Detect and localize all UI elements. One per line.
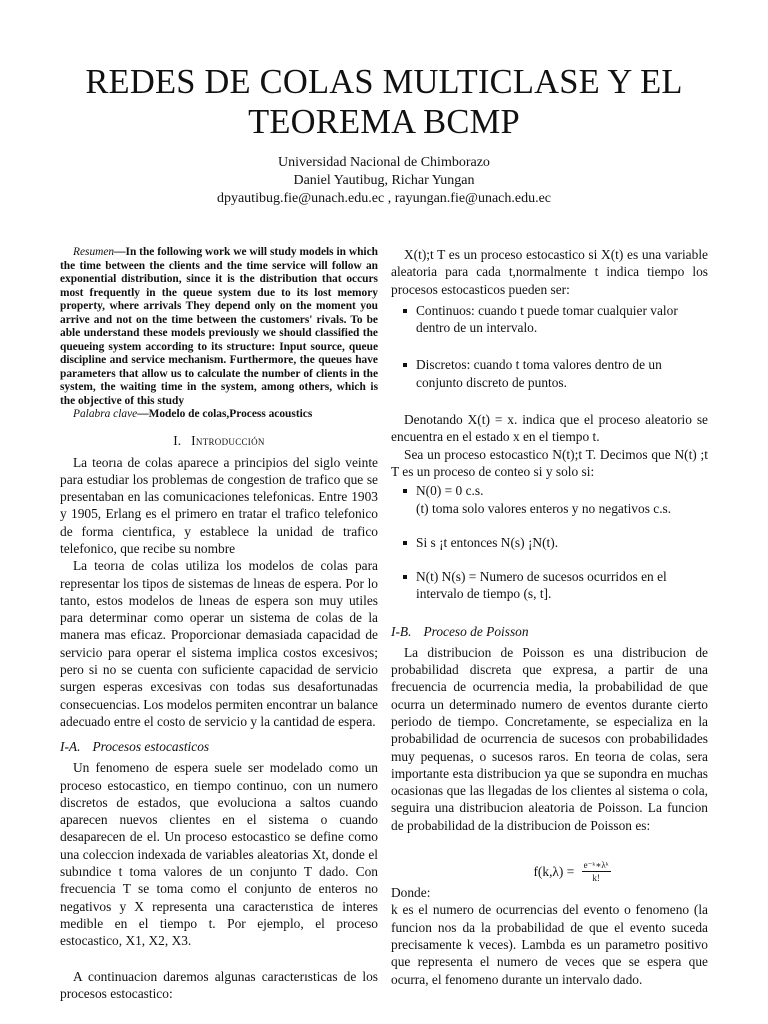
formula-denominator: k! <box>592 873 600 884</box>
institution: Universidad Nacional de Chimborazo <box>278 155 490 170</box>
section-heading-introduccion <box>60 432 378 449</box>
keywords-text: —Modelo de colas,Process acoustics <box>137 408 313 420</box>
counting-process-paragraph: Sea un proceso estocastico N(t);t T. Decimos que N(t) ;t T es un proceso de conteo si y solo si: <box>391 446 708 479</box>
right-column <box>391 246 708 988</box>
author-block <box>60 154 708 208</box>
left-column <box>60 246 378 1002</box>
formula-lhs: f(k,λ) = <box>533 863 575 879</box>
section-title: Introducción <box>191 432 265 448</box>
paper-title: REDES DE COLAS MULTICLASE Y EL TEOREMA BCMP <box>85 63 683 141</box>
formula-numerator: e⁻ᵏ∗λᵏ <box>583 860 609 871</box>
condition-line: N(t) N(s) = Numero de sucesos ocurridos en el intervalo de tiempo (s, t]. <box>416 569 667 602</box>
poisson-formula <box>391 860 708 890</box>
list-item: Discretos: cuando t toma valores dentro de un conjunto discreto de puntos. <box>416 356 708 391</box>
condition-line: Si s ¡t entonces N(s) ¡N(t). <box>416 534 559 550</box>
keywords <box>60 408 378 422</box>
subsection-heading-procesos <box>60 738 378 755</box>
procesos-paragraph-2: A continuacion daremos algunas caracterısticas de los procesos estocastico: <box>60 968 378 1001</box>
formula-fraction <box>582 860 611 883</box>
donde-label: Donde: <box>391 885 431 901</box>
subsection-title: Proceso de Poisson <box>423 623 529 639</box>
author-names: Daniel Yautibug, Richar Yungan <box>293 173 475 188</box>
poisson-explanation: k es el numero de ocurrencias del evento o fenomeno (la funcion nos da la probabilidad de que el evento suceda precisamente k veces). Lambda es un parametro positivo que representa el numero de veces que se espera que ocurra, el fenomeno durante un intervalo dado. <box>391 902 708 987</box>
intro-paragraph-2: La teorıa de colas utiliza los modelos de colas para representar los tipos de sistemas de lıneas de espera. Por lo tanto, estos modelos de lıneas de espera son muy utiles para determinar como operar un sistema de colas de la manera mas eficaz. Proporcionar demasiada capacidad de servicio para operar el sistema implica costos excesivos; pero si no se cuenta con suficiente capacidad de servicio surgen esperas excesivas con todas sus desafortunadas consecuencias. Los modelos permiten encontrar un balance adecuado entre el costo de servicio y la cantidad de espera. <box>60 558 378 729</box>
subsection-heading-poisson <box>391 623 708 640</box>
author-emails: dpyautibug.fie@unach.edu.ec , rayungan.fie@unach.edu.ec <box>216 191 552 206</box>
list-item <box>416 534 708 551</box>
counting-conditions-list <box>391 482 708 602</box>
abstract <box>60 246 378 408</box>
list-item: Continuos: cuando t puede tomar cualquier valor dentro de un intervalo. <box>416 302 708 337</box>
condition-line: N(0) = 0 c.s. <box>416 483 484 499</box>
poisson-paragraph: La distribucion de Poisson es una distribucion de probabilidad discreta que expresa, a partir de una frecuencia de ocurrencia media, la probabilidad de que ocurra un determinado numero de eventos durante cierto periodo de tiempo. Concretamente, se especializa en la probabilidad de ocurrencia de sucesos con probabilidades muy pequenas, o sucesos raros. En teorıa de colas, sera importante esta distribucion ya que se supondra en muchas ocasionas que las llegadas de los clientes al sistema o cola, seguira una distribucion aleatoria de Poisson. La funcion de probabilidad de la distribucion de Poisson es: <box>391 644 708 833</box>
subsection-title: Procesos estocasticos <box>92 739 210 755</box>
abstract-label: Resumen <box>73 246 115 258</box>
list-item <box>416 568 708 603</box>
process-types-list <box>391 302 708 391</box>
intro-paragraph-1: La teorıa de colas aparece a principios del siglo veinte para estudiar los problemas de congestion de trafico que se presentaban en las comunicaciones telefonicas. Entre 1903 y 1905, Erlang es el primero en tratar el trafico telefonico de forma cientıfica, y establece la unidad de trafico telefonico, que recibe su nombre <box>60 454 378 556</box>
stochastic-definition: X(t);t T es un proceso estocastico si X(t) es una variable aleatoria para cada t,normalmente t indica tiempo los procesos estocasticos pueden ser: <box>391 247 708 297</box>
abstract-text: —In the following work we will study models in which the time between the clients and the time service will follow an exponential distribution, since it is the distribution that occurs most frequently in the queue system due to its lost memory property, where arrivals They depend only on the moment you arrive and not on the time between the customers' rivals. To be able understand these models previously we should classified the queueing system according to its structure: Input source, queue discipline and service mechanism. Furthermore, the queues have parameters that allow us to calculate the number of clients in the system, the waiting time in the system, among others, which is the objective of this study <box>60 246 378 407</box>
denotando-paragraph: Denotando X(t) = x. indica que el proceso aleatorio se encuentra en el estado x en el tiempo t. <box>391 412 708 445</box>
section-number: I. <box>173 432 182 448</box>
list-item <box>416 482 708 517</box>
subsection-number: I-B. <box>391 623 412 639</box>
keywords-label: Palabra clave <box>73 408 138 420</box>
procesos-paragraph-1: Un fenomeno de espera suele ser modelado como un proceso estocastico, en tiempo continuo, con un numero discretos de estados, que evoluciona a saltos cuando aparecen nuevos clientes en el sistema o cuando desaparecen de el. Un proceso estocastico se define como una coleccion indexada de variables aleatorias Xt, donde el subındice t toma valores de un conjunto T dado. Con frecuencia T se toma como el conjunto de enteros no negativos y X representa una caracterıstica de interes medible en el tiempo t. Por ejemplo, el proceso estocastico, X1, X2, X3. <box>60 760 378 949</box>
condition-line: (t) toma solo valores enteros y no negativos c.s. <box>416 500 672 516</box>
subsection-number: I-A. <box>60 739 81 755</box>
